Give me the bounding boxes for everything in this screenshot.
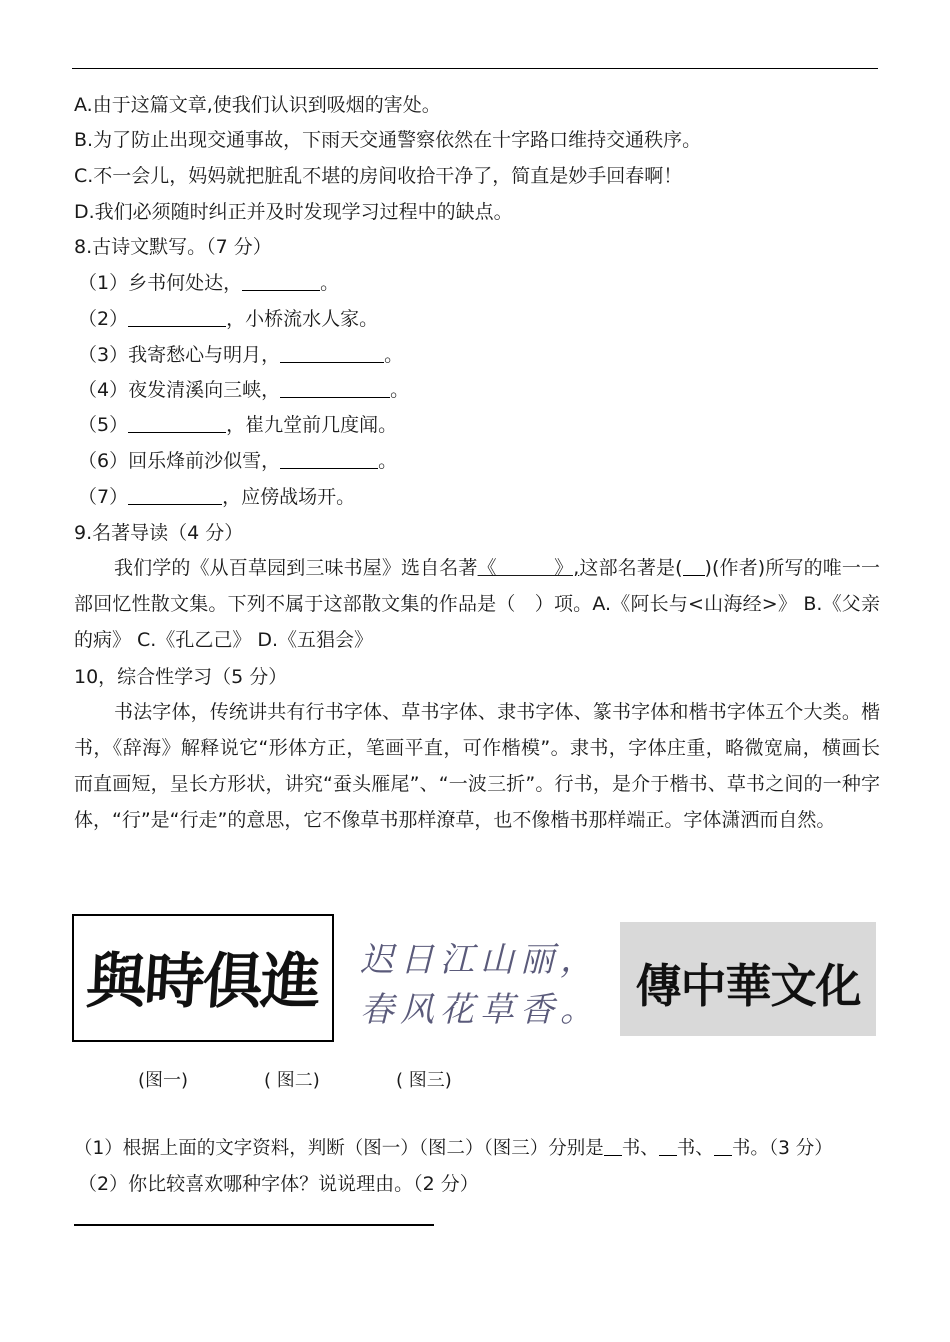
item-number: （4） xyxy=(78,379,129,401)
item-text: ，小桥流水人家。 xyxy=(226,308,379,330)
image-1-calligraphy: 與時俱進 xyxy=(84,947,322,1017)
top-rule xyxy=(72,68,878,69)
calligraphy-image-2 xyxy=(352,928,600,1046)
item-number: （5） xyxy=(78,414,129,436)
item-text: 。 xyxy=(390,379,410,401)
answer-blank[interactable] xyxy=(714,1137,732,1156)
image-3-calligraphy: 傳中華文化 xyxy=(635,959,861,1013)
q9-text: 我们学的《从百草园到三味书屋》选自名著 xyxy=(114,557,478,579)
item-text: ，崔九堂前几度闻。 xyxy=(226,414,398,436)
caption-figure-2: ( 图二) xyxy=(264,1070,320,1091)
answer-line[interactable] xyxy=(74,1224,434,1226)
q8-heading: 8.古诗文默写。（7 分） xyxy=(74,236,272,258)
q9-heading: 9.名著导读（4 分） xyxy=(74,522,244,544)
q10-sub-1-text: 书、 xyxy=(676,1138,714,1159)
item-number: （2） xyxy=(78,308,129,330)
answer-blank[interactable] xyxy=(604,1137,622,1156)
item-text: 我寄愁心与明月， xyxy=(128,344,281,366)
item-text: ，应傍战场开。 xyxy=(222,486,356,508)
q8-item-6 xyxy=(78,448,397,474)
calligraphy-image-3 xyxy=(620,922,876,1036)
q10-sub-2: （2）你比较喜欢哪种字体？说说理由。（2 分） xyxy=(78,1173,479,1195)
q7-option-c: C.不一会儿，妈妈就把脏乱不堪的房间收拾干净了，简直是妙手回春啊！ xyxy=(74,165,683,187)
answer-blank[interactable] xyxy=(280,379,390,398)
q10-sub-1-text: 书、 xyxy=(621,1138,659,1159)
answer-blank[interactable] xyxy=(280,450,378,469)
q9-text: 这部名著是( xyxy=(579,557,683,579)
q9-paragraph xyxy=(74,550,880,658)
q8-item-1 xyxy=(78,270,339,296)
answer-blank[interactable] xyxy=(128,414,226,433)
item-text: 乡书何处达， xyxy=(128,272,243,294)
book-title-blank[interactable]: 《 》, xyxy=(477,557,580,579)
answer-blank[interactable] xyxy=(280,344,384,363)
item-text: 回乐烽前沙似雪， xyxy=(128,450,281,472)
q8-item-2 xyxy=(78,306,378,332)
item-number: （6） xyxy=(78,450,129,472)
item-text: 。 xyxy=(378,450,398,472)
item-number: （3） xyxy=(78,344,129,366)
answer-blank[interactable] xyxy=(659,1137,677,1156)
q7-option-b: B.为了防止出现交通事故，下雨天交通警察依然在十字路口维持交通秩序。 xyxy=(74,129,702,151)
item-number: （7） xyxy=(78,486,129,508)
q10-passage xyxy=(74,694,880,838)
q10-sub-1-text: （1）根据上面的文字资料，判断（图一）（图二）（图三）分别是 xyxy=(74,1138,604,1159)
q7-option-d: D.我们必须随时纠正并及时发现学习过程中的缺点。 xyxy=(74,201,513,223)
image-2-line-2: 春风花草香。 xyxy=(360,990,600,1030)
q10-sub-1 xyxy=(74,1136,833,1162)
item-number: （1） xyxy=(78,272,129,294)
image-2-line-1: 迟日江山丽， xyxy=(360,940,600,980)
author-blank[interactable] xyxy=(683,557,705,576)
caption-figure-3: ( 图三) xyxy=(396,1070,452,1091)
q10-sub-1-text: 书。（3 分） xyxy=(731,1138,833,1159)
calligraphy-passage: 书法字体，传统讲共有行书字体、草书字体、隶书字体、篆书字体和楷书字体五个大类。楷书，《辞海》解释说它“形体方正，笔画平直，可作楷模”。隶书，字体庄重，略微宽扁，横画长而直画短，呈长方形状，讲究“蚕头雁尾”、“一波三折”。行书，是介于楷书、草书之间的一种字体，“行”是“行走”的意思，它不像草书那样潦草，也不像楷书那样端正。字体潇洒而自然。 xyxy=(74,701,880,831)
answer-blank[interactable] xyxy=(242,272,320,291)
item-text: 夜发清溪向三峡， xyxy=(128,379,281,401)
q10-heading: 10，综合性学习（5 分） xyxy=(74,666,288,688)
item-text: 。 xyxy=(320,272,340,294)
answer-blank[interactable] xyxy=(128,308,226,327)
q8-item-5 xyxy=(78,412,397,438)
calligraphy-image-1 xyxy=(72,914,334,1042)
q8-item-3 xyxy=(78,342,403,368)
item-text: 。 xyxy=(384,344,404,366)
q9-text: )(作者)所写的唯一一部回忆性散文集。下列不属于这部散文集的作品是（ ）项。A.《阿长与<山海经>》 B.《父亲的病》 C.《孔乙己》 D.《五猖会》 xyxy=(74,557,880,651)
q7-option-a: A.由于这篇文章,使我们认识到吸烟的害处。 xyxy=(74,94,441,116)
answer-blank[interactable] xyxy=(128,486,222,505)
q8-item-7 xyxy=(78,484,355,510)
q8-item-4 xyxy=(78,377,409,403)
caption-figure-1: (图一) xyxy=(138,1070,189,1091)
